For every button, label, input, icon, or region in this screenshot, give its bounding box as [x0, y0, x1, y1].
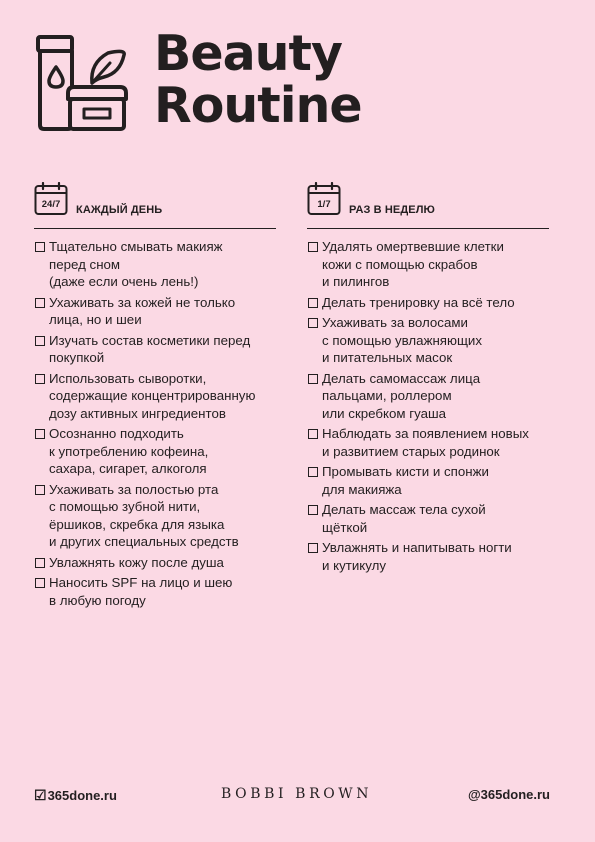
list-item[interactable]	[307, 463, 549, 498]
item-text: Промывать кисти и спонжи для макияжа	[322, 464, 489, 497]
title-line-2: Routine	[154, 77, 362, 134]
checkbox[interactable]	[308, 318, 318, 328]
footer	[34, 785, 550, 807]
checkbox[interactable]	[35, 298, 45, 308]
item-text: Использовать сыворотки, содержащие концентрированную дозу активных ингредиентов	[49, 370, 256, 421]
weekly-column	[307, 182, 549, 577]
list-item[interactable]	[307, 539, 549, 574]
item-text: Делать самомассаж лица пальцами, роллером или скребком гуаша	[322, 370, 481, 421]
item-text: Наблюдать за появлением новых и развитием старых родинок	[322, 426, 529, 459]
checkbox[interactable]	[35, 429, 45, 439]
daily-checklist	[34, 238, 276, 609]
list-item[interactable]	[307, 238, 549, 291]
list-item[interactable]	[307, 501, 549, 536]
checkbox[interactable]	[35, 336, 45, 346]
checkbox[interactable]	[35, 242, 45, 252]
checkbox[interactable]	[35, 485, 45, 495]
footer-site-link[interactable]	[34, 787, 117, 804]
item-text: Тщательно смывать макияж перед сном (даже если очень лень!)	[49, 239, 223, 289]
calendar-badge: 24/7	[41, 199, 61, 210]
cosmetics-icon	[34, 33, 129, 133]
list-item[interactable]	[34, 554, 276, 572]
title-line-1: Beauty	[154, 25, 342, 82]
list-item[interactable]	[34, 238, 276, 291]
item-text: Ухаживать за волосами с помощью увлажняющих и питательных масок	[322, 315, 482, 365]
checkbox[interactable]	[308, 242, 318, 252]
checkmark-icon: ☑	[34, 787, 47, 803]
footer-site-text: 365done.ru	[47, 788, 117, 803]
item-text: Изучать состав косметики перед покупкой	[49, 332, 251, 365]
daily-header	[34, 182, 276, 229]
list-item[interactable]	[307, 294, 549, 312]
list-item[interactable]	[307, 314, 549, 367]
checkbox[interactable]	[308, 429, 318, 439]
item-text: Осознанно подходить к употреблению кофеина, сахара, сигарет, алкоголя	[49, 426, 209, 476]
list-item[interactable]	[34, 574, 276, 609]
brand-logo: BOBBI BROWN	[221, 786, 373, 802]
footer-handle[interactable]: @365done.ru	[467, 787, 550, 802]
item-text: Увлажнять кожу после душа	[49, 554, 224, 570]
checkbox[interactable]	[308, 374, 318, 384]
checkbox[interactable]	[35, 374, 45, 384]
daily-column	[34, 182, 276, 612]
header	[34, 25, 564, 138]
list-item[interactable]	[307, 370, 549, 423]
list-item[interactable]	[34, 425, 276, 478]
item-text: Делать массаж тела сухой щёткой	[322, 502, 486, 535]
list-item[interactable]	[34, 294, 276, 329]
item-text: Удалять омертвевшие клетки кожи с помощью скрабов и пилингов	[322, 239, 504, 289]
checkbox[interactable]	[35, 578, 45, 588]
checkbox[interactable]	[308, 505, 318, 515]
item-text: Наносить SPF на лицо и шею в любую погоду	[49, 575, 233, 608]
list-item[interactable]	[34, 370, 276, 423]
list-item[interactable]	[34, 481, 276, 551]
weekly-checklist	[307, 238, 549, 574]
checkbox[interactable]	[308, 543, 318, 553]
checkbox[interactable]	[308, 467, 318, 477]
daily-title: КАЖДЫЙ ДЕНЬ	[76, 204, 163, 216]
calendar-icon	[307, 182, 341, 216]
item-text: Ухаживать за полостью рта с помощью зубной нити, ёршиков, скребка для языка и других специальных средств	[49, 481, 239, 549]
checkbox[interactable]	[308, 298, 318, 308]
list-item[interactable]	[307, 425, 549, 460]
checkbox[interactable]	[35, 558, 45, 568]
calendar-icon	[34, 182, 68, 216]
calendar-badge: 1/7	[317, 199, 331, 210]
list-item[interactable]	[34, 332, 276, 367]
item-text: Делать тренировку на всё тело	[322, 294, 515, 310]
item-text: Ухаживать за кожей не только лица, но и шеи	[49, 294, 236, 327]
weekly-header	[307, 182, 549, 229]
item-text: Увлажнять и напитывать ногти и кутикулу	[322, 540, 512, 573]
page-title	[154, 25, 362, 134]
weekly-title: РАЗ В НЕДЕЛЮ	[349, 204, 435, 216]
